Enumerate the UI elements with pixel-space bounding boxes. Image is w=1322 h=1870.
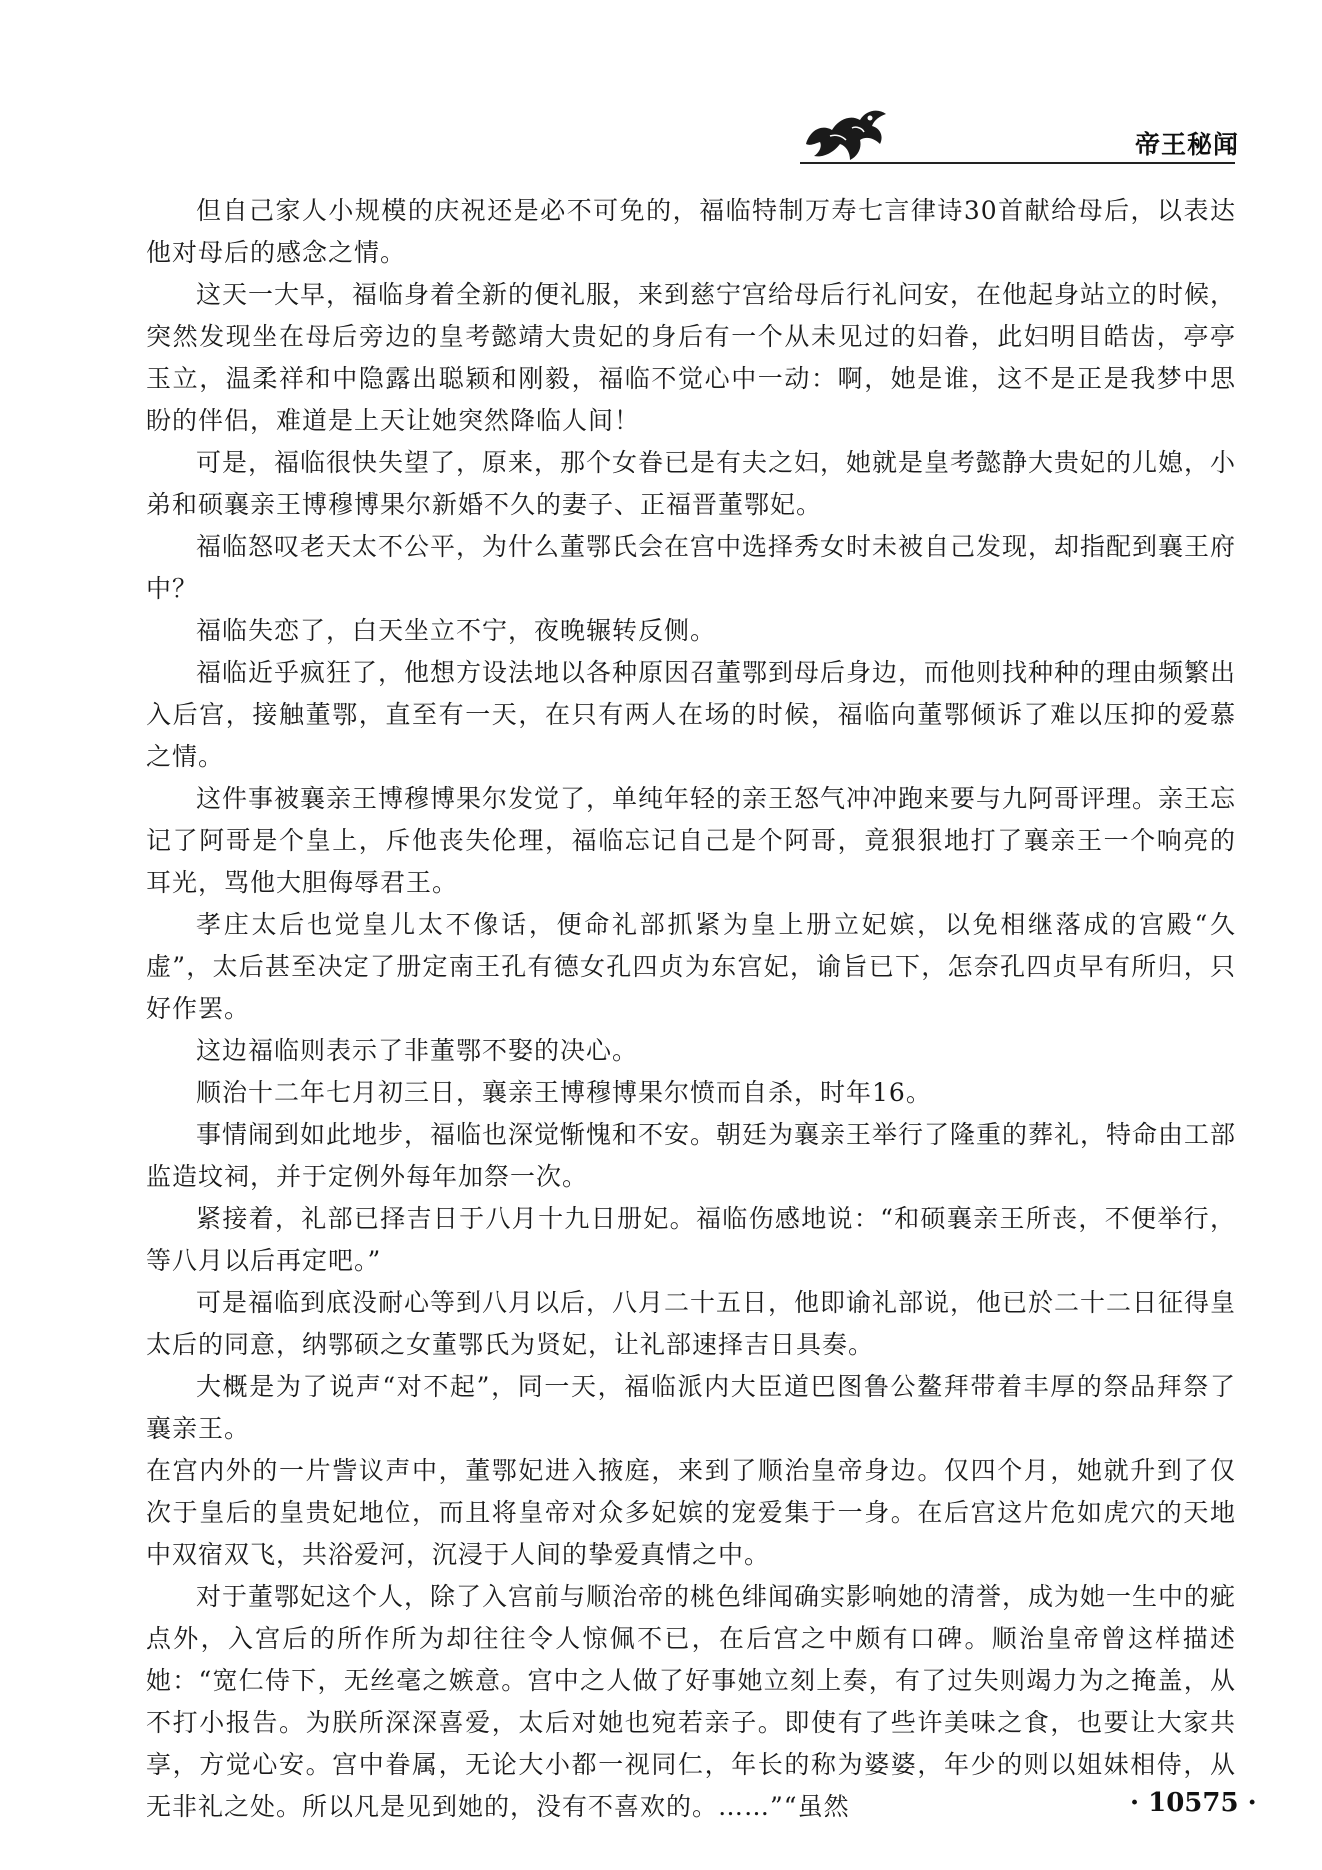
page-header <box>0 0 1322 170</box>
paragraph: 福临失恋了，白天坐立不宁，夜晚辗转反侧。 <box>196 616 717 645</box>
paragraph: 福临近乎疯狂了，他想方设法地以各种原因召董鄂到母后身边，而他则找种种的理由频繁出入后宫，接触董鄂，直至有一天，在只有两人在场的时候，福临向董鄂倾诉了难以压抑的爱慕之情。 <box>146 658 1237 771</box>
paragraph: 在宫内外的一片訾议声中，董鄂妃进入掖庭，来到了顺治皇帝身边。仅四个月，她就升到了仅次于皇后的皇贵妃地位，而且将皇帝对众多妃嫔的宠爱集于一身。在后宫这片危如虎穴的天地中双宿双飞，共浴爱河，沉浸于人间的挚爱真情之中。 <box>146 1456 1236 1569</box>
paragraph: 大概是为了说声“对不起”，同一天，福临派内大臣道巴图鲁公鳌拜带着丰厚的祭品拜祭了襄亲王。 <box>146 1372 1236 1443</box>
paragraph: 这天一大早，福临身着全新的便礼服，来到慈宁宫给母后行礼问安，在他起身站立的时候，突然发现坐在母后旁边的皇考懿靖大贵妃的身后有一个从未见过的妇眷，此妇明目皓齿，亭亭玉立，温柔祥和中隐露出聪颖和刚毅，福临不觉心中一动：啊，她是谁，这不是正是我梦中思盼的伴侣，难道是上天让她突然降临人间！ <box>146 280 1237 435</box>
paragraph: 这边福临则表示了非董鄂不娶的决心。 <box>196 1036 639 1065</box>
paragraph: 顺治十二年七月初三日，襄亲王博穆博果尔愤而自杀，时年16。 <box>196 1078 932 1107</box>
paragraph: 可是，福临很快失望了，原来，那个女眷已是有夫之妇，她就是皇考懿静大贵妃的儿媳，小弟和硕襄亲王博穆博果尔新婚不久的妻子、正福晋董鄂妃。 <box>146 448 1237 519</box>
page-number: · 10575 · <box>1130 1788 1257 1818</box>
paragraph: 孝庄太后也觉皇儿太不像话，便命礼部抓紧为皇上册立妃嫔，以免相继落成的宫殿“久虚”，太后甚至决定了册定南王孔有德女孔四贞为东宫妃，谕旨已下，怎奈孔四贞早有所归，只好作罢。 <box>146 910 1236 1023</box>
running-title: 帝王秘闻 <box>1135 130 1240 159</box>
paragraph: 对于董鄂妃这个人，除了入宫前与顺治帝的桃色绯闻确实影响她的清誉，成为她一生中的疵点外，入宫后的所作所为却往往令人惊佩不已，在后宫之中颇有口碑。顺治皇帝曾这样描述她：“宽仁侍下，无丝毫之嫉意。宫中之人做了好事她立刻上奏，有了过失则竭力为之掩盖，从不打小报告。为朕所深深喜爱，太后对她也宛若亲子。即使有了些许美味之食，也要让大家共享，方觉心安。宫中眷属，无论大小都一视同仁，年长的称为婆婆，年少的则以姐妹相侍，从无非礼之处。所以凡是见到她的，没有不喜欢的。……”“虽然 <box>146 1582 1237 1821</box>
dragon-emblem-icon <box>800 100 890 166</box>
paragraph: 紧接着，礼部已择吉日于八月十九日册妃。福临伤感地说：“和硕襄亲王所丧，不便举行，等八月以后再定吧。” <box>146 1204 1236 1275</box>
header-rule <box>800 162 1235 164</box>
paragraph: 可是福临到底没耐心等到八月以后，八月二十五日，他即谕礼部说，他已於二十二日征得皇太后的同意，纳鄂硕之女董鄂氏为贤妃，让礼部速择吉日具奏。 <box>146 1288 1237 1359</box>
paragraph: 这件事被襄亲王博穆博果尔发觉了，单纯年轻的亲王怒气冲冲跑来要与九阿哥评理。亲王忘记了阿哥是个皇上，斥他丧失伦理，福临忘记自己是个阿哥，竟狠狠地打了襄亲王一个响亮的耳光，骂他大胆侮辱君王。 <box>146 784 1237 897</box>
paragraph: 福临怒叹老天太不公平，为什么董鄂氏会在宫中选择秀女时未被自己发现，却指配到襄王府中？ <box>146 532 1237 603</box>
paragraph: 事情闹到如此地步，福临也深觉惭愧和不安。朝廷为襄亲王举行了隆重的葬礼，特命由工部监造坟祠，并于定例外每年加祭一次。 <box>146 1120 1237 1191</box>
body-text <box>146 190 1236 1828</box>
paragraph: 但自己家人小规模的庆祝还是必不可免的，福临特制万寿七言律诗30首献给母后，以表达他对母后的感念之情。 <box>146 196 1236 267</box>
